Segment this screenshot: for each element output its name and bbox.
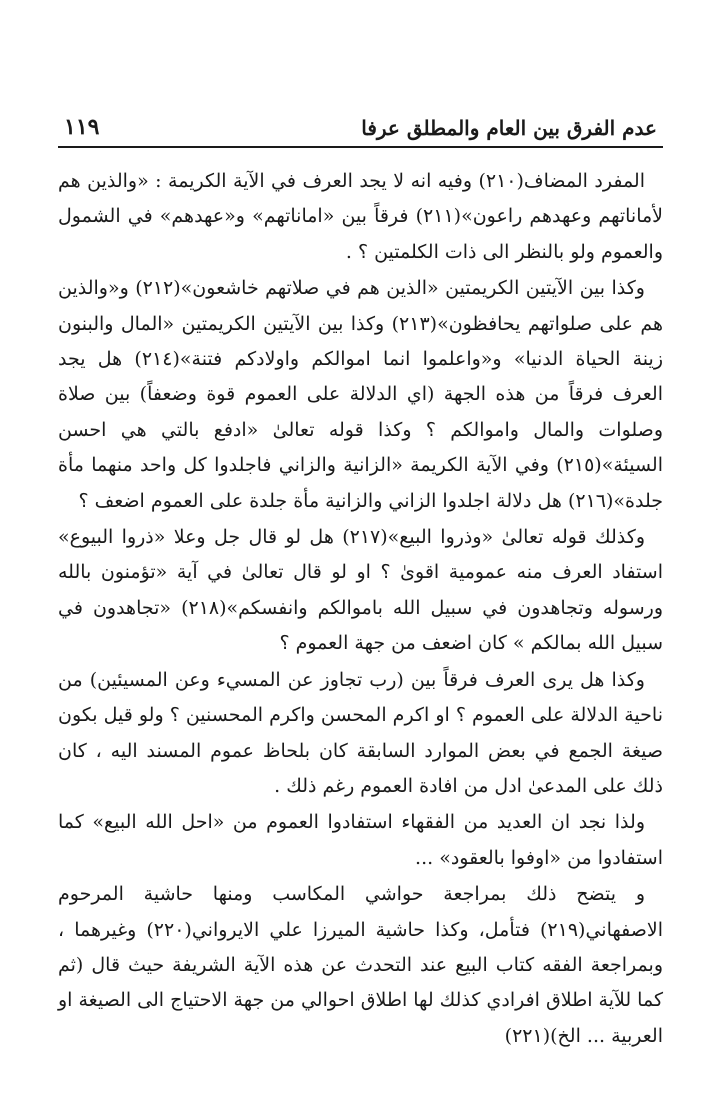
header-rule (58, 146, 663, 148)
body-text (58, 164, 663, 1054)
page-header (58, 100, 663, 140)
paragraph: ولذا نجد ان العديد من الفقهاء استفادوا العموم من «احل الله البيع» كما استفادوا من «اوفوا بالعقود» ... (58, 811, 663, 869)
paragraph: وكذا بين الآيتين الكريمتين «الذين هم في صلاتهم خاشعون»(٢١٢) و«والذين هم على صلواتهم يحافظون»(٢١٣) وكذا بين الآيتين الكريمتين «المال والبنون زينة الحياة الدنيا» و«واعلموا انما اموالكم واولادكم فتنة»(٢١٤) هل يجد العرف فرقاً من هذه الجهة (اي الدلالة على العموم قوة وضعفاً) بين صلاة وصلوات والمال واموالكم ؟ وكذا قوله تعالىٰ «ادفع بالتي هي احسن السيئة»(٢١٥) وفي الآية الكريمة «الزانية والزاني فاجلدوا كل واحد منهما مأة جلدة»(٢١٦) هل دلالة اجلدوا الزاني والزانية مأة جلدة على العموم اضعف ؟ (58, 277, 663, 512)
page-number: ١١٩ (64, 114, 100, 140)
book-page (58, 100, 663, 1090)
paragraph: و يتضح ذلك بمراجعة حواشي المكاسب ومنها حاشية المرحوم الاصفهاني(٢١٩) فتأمل، وكذا حاشية الميرزا علي الايرواني(٢٢٠) وغيرهما ، وبمراجعة الفقه كتاب البيع عند التحدث عن هذه الآية الشريفة حيث قال (ثم كما للآية اطلاق افرادي كذلك لها اطلاق احوالي من جهة الاحتياج الى الصيغة او العربية ... الخ)(٢٢١) (58, 883, 663, 1047)
paragraph: المفرد المضاف(٢١٠) وفيه انه لا يجد العرف في الآية الكريمة : «والذين هم لأماناتهم وعهدهم راعون»(٢١١) فرقاً بين «اماناتهم» و«عهدهم» في الشمول والعموم ولو بالنظر الى ذات الكلمتين ؟ . (58, 170, 663, 263)
paragraph: وكذلك قوله تعالىٰ «وذروا البيع»(٢١٧) هل لو قال جل وعلا «ذروا البيوع» استفاد العرف منه عمومية اقوىٰ ؟ او لو قال تعالىٰ في آية «تؤمنون بالله ورسوله وتجاهدون في سبيل الله باموالكم وانفسكم»(٢١٨) «تجاهدون في سبيل الله بمالكم » كان اضعف من جهة العموم ؟ (58, 526, 663, 655)
running-title: عدم الفرق بين العام والمطلق عرفا (361, 116, 657, 140)
paragraph: وكذا هل يرى العرف فرقاً بين (رب تجاوز عن المسيء وعن المسيئين) من ناحية الدلالة على العموم ؟ او اكرم المحسن واكرم المحسنين ؟ ولو قيل بكون صيغة الجمع في بعض الموارد السابقة كان بلحاظ عموم المسند اليه ، كان ذلك على المدعىٰ ادل من افادة العموم رغم ذلك . (58, 668, 663, 797)
